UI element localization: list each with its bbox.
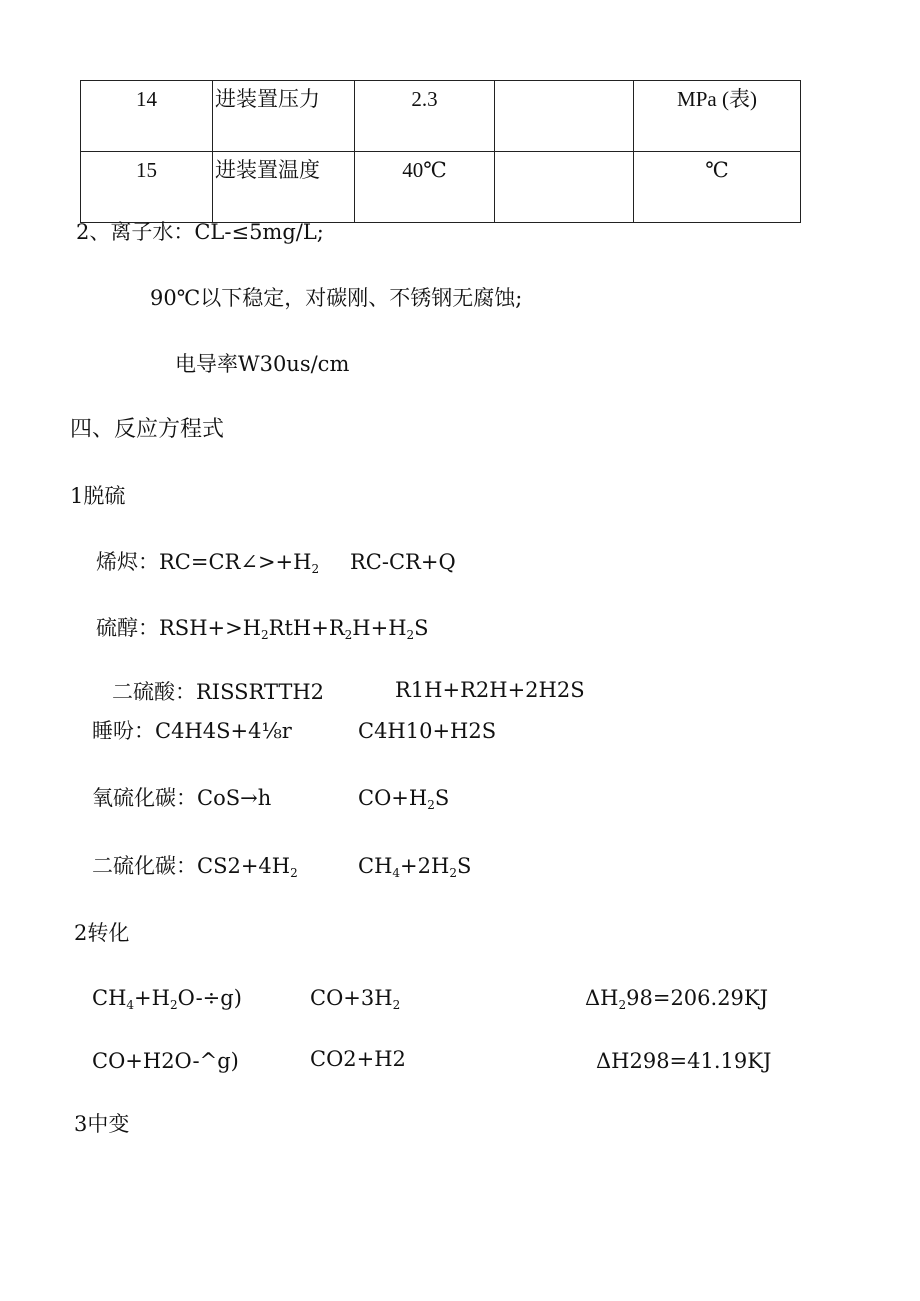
subscript: 2 [618, 998, 627, 1012]
table-row [81, 152, 801, 223]
row-number: 14 [81, 81, 213, 152]
equation-part: CO+H [358, 786, 428, 810]
row-number: 15 [81, 152, 213, 223]
equation-part: CH [92, 986, 127, 1010]
row-unit: MPa (表) [634, 81, 801, 152]
equation-lhs: RC=CR∠>+H [159, 550, 312, 574]
row-item: 进装置压力 [213, 81, 355, 152]
equation-lhs: C4H4S+4⅛r [155, 719, 292, 743]
thiophene-equation [92, 719, 292, 743]
water-stability: 90℃以下稳定，对碳刚、不锈钢无腐蚀; [150, 286, 523, 310]
subsection-shift: 3中变 [74, 1112, 130, 1136]
equation-label: 二硫化碳： [92, 854, 197, 878]
thiophene-rhs: C4H10+H2S [358, 719, 497, 743]
conversion-eq1-lhs [92, 986, 242, 1010]
equation-part: +H [134, 986, 170, 1010]
row-unit: ℃ [634, 152, 801, 223]
subscript: 2 [261, 628, 269, 642]
cs2-equation [92, 854, 298, 878]
subsection-conversion: 2转化 [74, 921, 130, 945]
subscript: 2 [311, 562, 320, 576]
equation-label: 睡吩： [92, 719, 155, 743]
equation-part: RtH+R [268, 616, 345, 640]
olefin-equation [96, 550, 319, 574]
equation-part: S [414, 616, 429, 640]
subscript: 2 [169, 998, 178, 1012]
equation-part: RSH+>H [159, 616, 262, 640]
equation-lhs: CoS→h [197, 786, 272, 810]
subscript: 2 [392, 998, 401, 1012]
equation-part: CH [358, 854, 393, 878]
row-item: 进装置温度 [213, 152, 355, 223]
equation-part: ΔH [585, 986, 619, 1010]
equation-part: CO+3H [310, 986, 393, 1010]
equation-part: S [456, 854, 472, 878]
conversion-eq1-enthalpy [585, 986, 768, 1010]
row-value: 2.3 [355, 81, 495, 152]
conversion-eq2-rhs: CO2+H2 [310, 1047, 406, 1071]
conversion-eq1-rhs [310, 986, 400, 1010]
subscript: 2 [290, 866, 298, 880]
equation-part: H+H [352, 616, 407, 640]
subscript: 2 [344, 628, 353, 642]
equation-part: S [434, 786, 450, 810]
conversion-eq2-enthalpy: ΔH298=41.19KJ [596, 1049, 772, 1073]
row-extra [495, 81, 634, 152]
spec-table [80, 80, 801, 223]
subsection-desulfur: 1脱硫 [70, 484, 126, 508]
equation-label: 烯烬： [96, 550, 159, 574]
row-value: 40℃ [355, 152, 495, 223]
conversion-eq2-lhs: CO+H2O-^g) [92, 1049, 239, 1073]
water-conductivity: 电导率W30us/cm [175, 352, 350, 376]
disulfide-equation [112, 680, 324, 704]
equation-part: O-÷g) [177, 986, 242, 1010]
equation-label: 二硫酸： [112, 680, 196, 704]
equation-label: 氧硫化碳： [92, 786, 197, 810]
subscript: 2 [449, 866, 457, 880]
subscript: 4 [126, 998, 135, 1012]
cos-equation [92, 786, 271, 810]
equation-lhs: CS2+4H [197, 854, 291, 878]
cs2-rhs [358, 854, 471, 878]
equation-part: +2H [400, 854, 450, 878]
disulfide-rhs: R1H+R2H+2H2S [395, 678, 585, 702]
equation-lhs: RISSRTTH2 [196, 680, 325, 704]
row-extra [495, 152, 634, 223]
thiol-equation [96, 616, 429, 640]
table-row [81, 81, 801, 152]
equation-label: 硫醇： [96, 616, 159, 640]
cos-rhs [358, 786, 449, 810]
olefin-rhs: RC-CR+Q [350, 550, 456, 574]
subscript: 2 [406, 628, 415, 642]
water-heading: 2、离子水：CL-≤5mg/L; [76, 220, 324, 244]
section-title: 四、反应方程式 [70, 417, 225, 442]
subscript: 4 [392, 866, 401, 880]
subscript: 2 [427, 798, 435, 812]
equation-part: 98=206.29KJ [626, 986, 769, 1010]
